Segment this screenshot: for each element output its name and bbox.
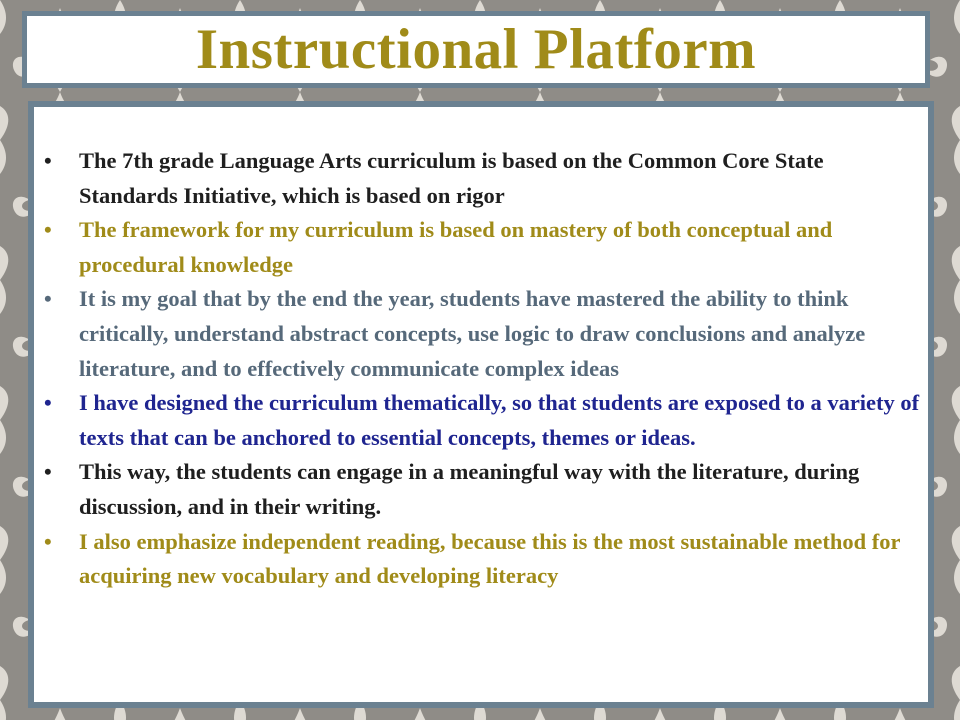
bullet-dot-icon: • <box>44 148 52 173</box>
bullet-item <box>42 455 922 524</box>
bullet-dot-icon: • <box>44 459 52 485</box>
bullet-text: I also emphasize independent reading, because this is the most sustainable method for acquiring new vocabulary and developing literacy <box>79 528 901 589</box>
bullet-dot-icon: • <box>44 217 52 243</box>
bullet-dot-icon: • <box>44 286 52 312</box>
bullet-item <box>42 282 922 386</box>
bullet-text: The 7th grade Language Arts curriculum is based on the Common Core State Standards Initiative, which is based on rigor <box>79 148 824 208</box>
bullet-text: This way, the students can engage in a meaningful way with the literature, during discussion, and in their writing. <box>79 459 860 519</box>
bullet-item <box>42 386 922 455</box>
bullet-list <box>42 144 922 594</box>
bullet-item <box>42 525 922 594</box>
bullet-dot-icon: • <box>44 390 52 416</box>
bullet-text: The framework for my curriculum is based on mastery of both conceptual and procedural knowledge <box>79 217 833 277</box>
content-box <box>28 101 934 708</box>
bullet-text: I have designed the curriculum thematically, so that students are exposed to a variety of texts that can be anchored to essential concepts, themes or ideas. <box>79 390 920 450</box>
bullet-item <box>42 213 922 282</box>
bullet-dot-icon: • <box>44 528 52 554</box>
title-box <box>22 11 930 88</box>
slide-title: Instructional Platform <box>195 18 757 81</box>
bullet-text: It is my goal that by the end the year, students have mastered the ability to think critically, understand abstract concepts, use logic to draw conclusions and analyze literature, and to effectively communicate complex ideas <box>79 286 866 381</box>
bullet-item <box>42 144 922 213</box>
